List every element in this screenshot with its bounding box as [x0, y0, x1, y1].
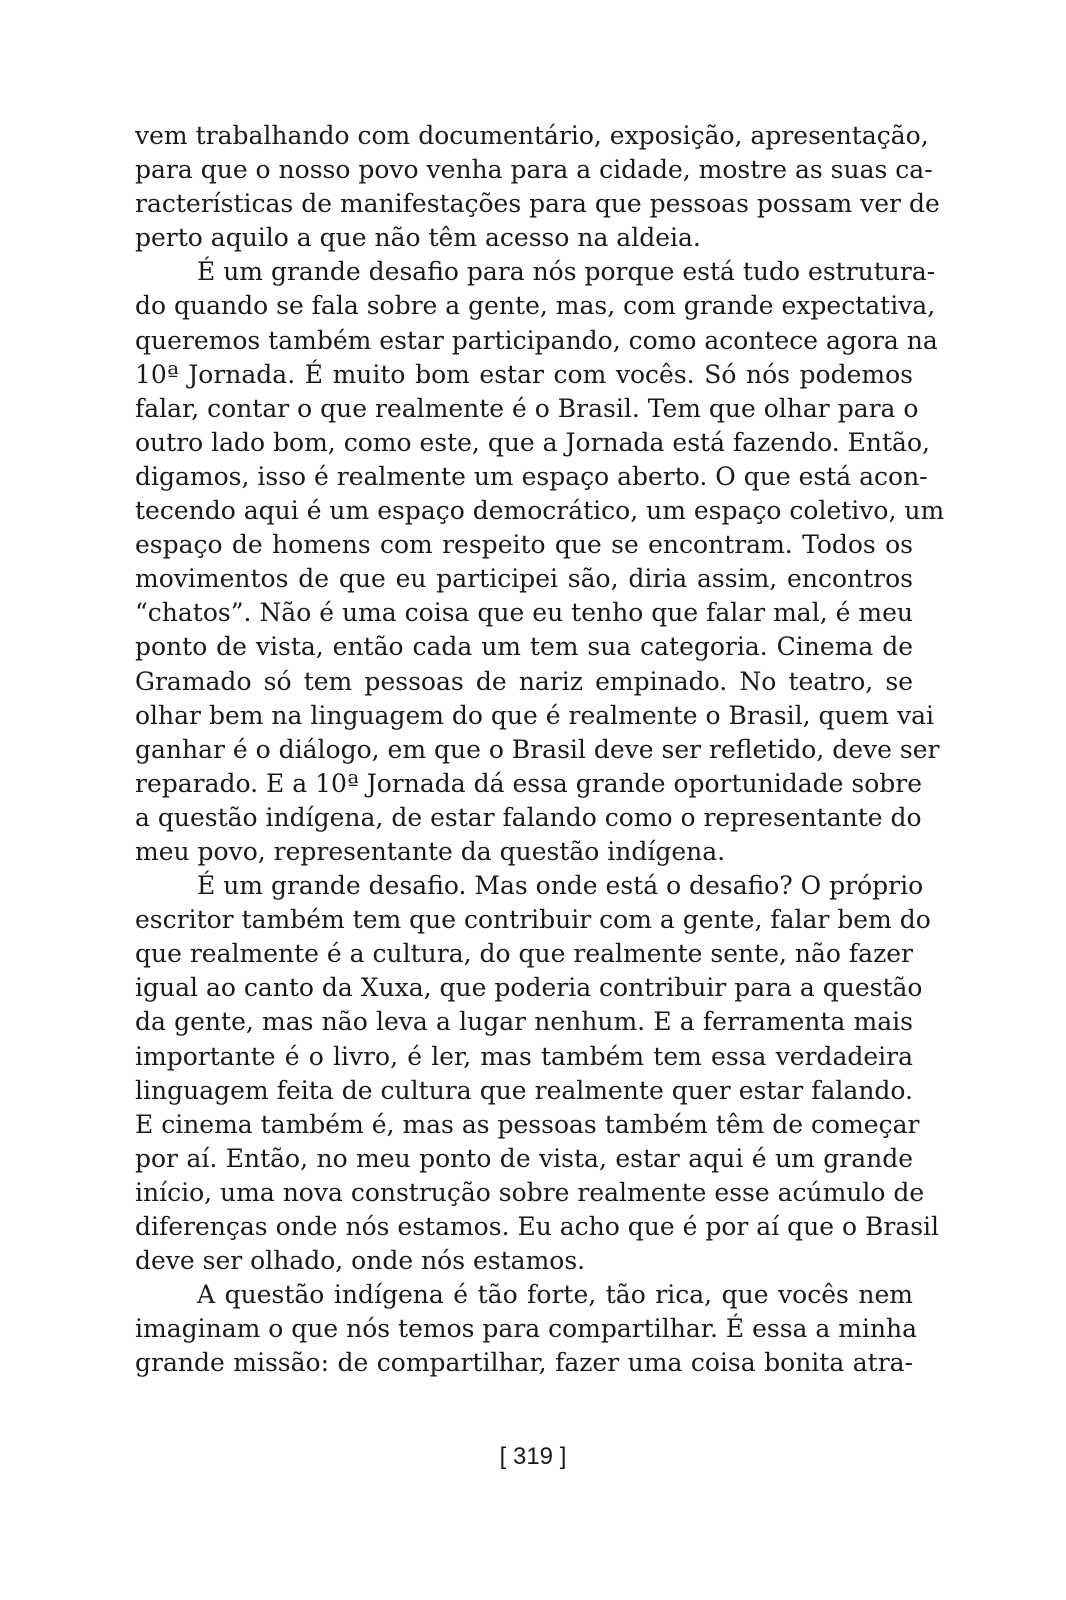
text-line: a questão indígena, de estar falando como o representante do — [135, 802, 922, 832]
text-line: perto aquilo a que não têm acesso na aldeia. — [135, 223, 701, 253]
text-line: ponto de vista, então cada um tem sua categoria. Cinema de — [135, 632, 913, 662]
text-line: importante é o livro, é ler, mas também tem essa verdadeira — [135, 1041, 913, 1071]
text-line: espaço de homens com respeito que se encontram. Todos os — [135, 530, 913, 560]
page-number: [ 319 ] — [499, 1443, 567, 1470]
text-line: Gramado só tem pessoas de nariz empinado. No teatro, se — [135, 666, 913, 696]
text-line: queremos também estar participando, como acontece agora na — [135, 325, 938, 355]
text-line: meu povo, representante da questão indígena. — [135, 836, 726, 866]
text-line: É um grande desafio para nós porque está tudo estrutura- — [197, 257, 936, 287]
text-line: do quando se fala sobre a gente, mas, com grande expectativa, — [135, 291, 936, 321]
text-line: da gente, mas não leva a lugar nenhum. E a ferramenta mais — [135, 1007, 913, 1037]
text-line: A questão indígena é tão forte, tão rica, que vocês nem — [197, 1280, 913, 1310]
text-line: igual ao canto da Xuxa, que poderia contribuir para a questão — [135, 973, 923, 1003]
text-line: início, uma nova construção sobre realmente esse acúmulo de — [135, 1177, 925, 1207]
text-line: falar, contar o que realmente é o Brasil. Tem que olhar para o — [135, 393, 919, 423]
paragraph — [135, 1278, 918, 1380]
text-line: diferenças onde nós estamos. Eu acho que é por aí que o Brasil — [135, 1212, 940, 1241]
text-line: escritor também tem que contribuir com a gente, falar bem do — [135, 905, 931, 935]
text-line: racterísticas de manifestações para que pessoas possam ver de — [135, 189, 940, 219]
text-line: grande missão: de compartilhar, fazer uma coisa bonita atra- — [135, 1348, 913, 1378]
text-line: movimentos de que eu participei são, diria assim, encontros — [135, 564, 913, 594]
paragraph — [135, 255, 945, 869]
text-line: imaginam o que nós temos para compartilhar. É essa a minha — [135, 1314, 918, 1344]
text-line: É um grande desafio. Mas onde está o desafio? O próprio — [197, 871, 924, 901]
text-line: olhar bem na linguagem do que é realmente o Brasil, quem vai — [135, 700, 935, 730]
text-line: vem trabalhando com documentário, exposição, apresentação, — [135, 121, 929, 150]
body-text — [135, 119, 945, 1380]
text-line: E cinema também é, mas as pessoas também têm de começar — [135, 1109, 920, 1139]
paragraph — [135, 869, 940, 1278]
text-line: linguagem feita de cultura que realmente quer estar falando. — [135, 1075, 913, 1105]
text-line: digamos, isso é realmente um espaço aberto. O que está acon- — [135, 461, 928, 491]
text-line: deve ser olhado, onde nós estamos. — [135, 1246, 586, 1276]
text-line: tecendo aqui é um espaço democrático, um espaço coletivo, um — [135, 496, 945, 526]
paragraph — [135, 119, 940, 255]
text-line: outro lado bom, como este, que a Jornada está fazendo. Então, — [135, 427, 930, 457]
text-line: “chatos”. Não é uma coisa que eu tenho que falar mal, é meu — [135, 598, 913, 628]
text-line: por aí. Então, no meu ponto de vista, estar aqui é um grande — [135, 1143, 913, 1173]
text-line: que realmente é a cultura, do que realmente sente, não fazer — [135, 939, 913, 969]
text-line: 10ª Jornada. É muito bom estar com vocês. Só nós podemos — [135, 359, 913, 389]
text-line: reparado. E a 10ª Jornada dá essa grande oportunidade sobre — [135, 768, 923, 798]
text-line: para que o nosso povo venha para a cidade, mostre as suas ca- — [135, 155, 933, 185]
text-line: ganhar é o diálogo, em que o Brasil deve ser refletido, deve ser — [135, 734, 940, 764]
